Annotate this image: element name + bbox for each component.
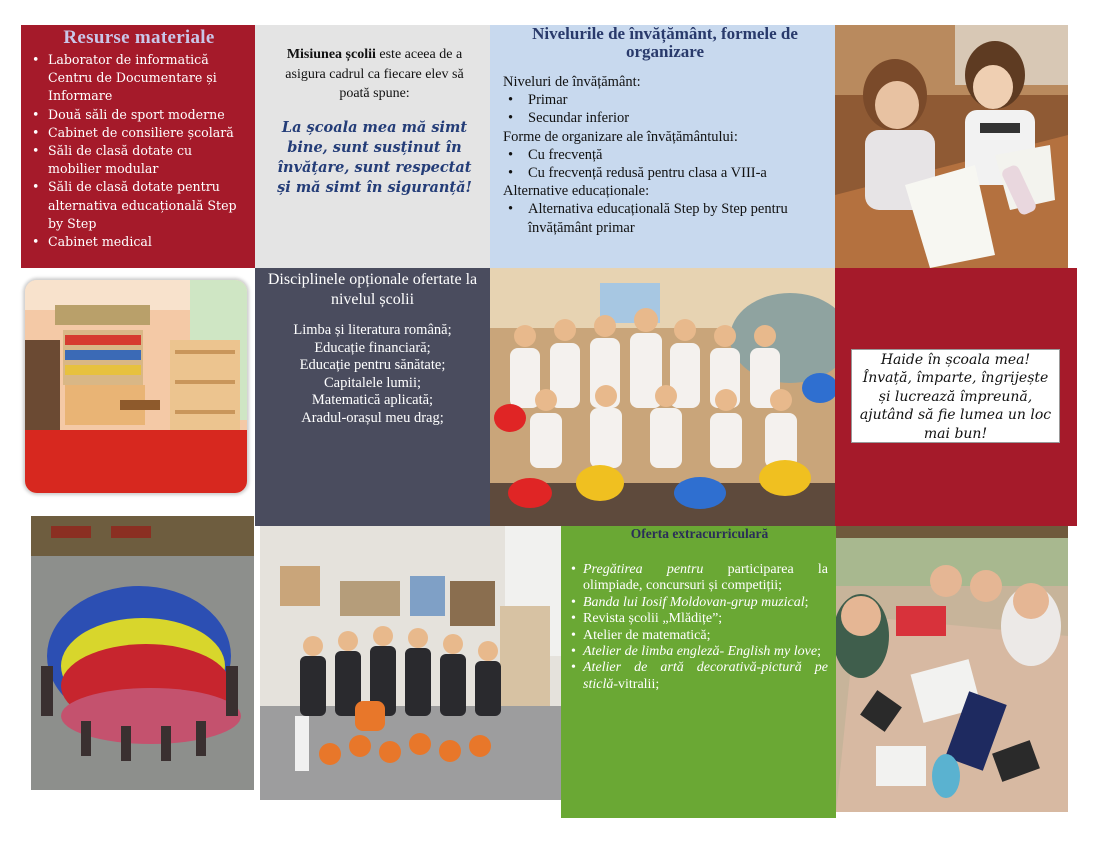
list-item: • Alternativa educațională Step by Step pentru învățământ primar bbox=[503, 200, 827, 236]
list-heading: Niveluri de învățământ: bbox=[503, 74, 641, 90]
list-item: • Cabinet medical bbox=[29, 233, 249, 251]
resources-title: Resurse materiale bbox=[63, 27, 215, 48]
list-item-text: -vitralii; bbox=[613, 676, 660, 692]
mission-lead bbox=[273, 45, 476, 104]
list-item bbox=[571, 595, 828, 611]
optional-subjects-panel bbox=[255, 268, 490, 526]
mission-panel bbox=[255, 25, 490, 268]
motto-text: Haide în școala mea! Învață, împarte, îngrijește și lucrează împreună, ajutând să fie lumea un loc mai bun! bbox=[851, 349, 1060, 443]
list-item bbox=[571, 628, 828, 644]
list-item: • Săli de clasă dotate pentru alternativa educațională Step by Step bbox=[29, 178, 249, 233]
list-item-italic: Atelier de limba engleză- English my love bbox=[583, 644, 818, 660]
list-item: Educație pentru sănătate; bbox=[299, 357, 446, 373]
list-item bbox=[571, 562, 828, 595]
list-heading: Alternative educaționale: bbox=[503, 183, 650, 200]
levels-title: Nivelurile de învățământ, formele de organizare bbox=[532, 25, 798, 61]
list-item: • Secundar inferior bbox=[503, 109, 827, 127]
photo-girls-costumes bbox=[490, 268, 835, 526]
list-item: Limba și literatura română; bbox=[293, 322, 452, 338]
list-item: • Cabinet de consiliere școlară bbox=[29, 124, 249, 142]
photo-parachute-group bbox=[31, 516, 254, 790]
list-item: • Cu frecvență bbox=[503, 146, 827, 164]
list-item: Matematică aplicată; bbox=[311, 392, 434, 408]
resources-list bbox=[29, 51, 249, 251]
levels-list bbox=[503, 73, 827, 237]
list-item-text: Revista școlii „Mlădițe”; bbox=[583, 611, 723, 627]
list-item bbox=[571, 660, 828, 693]
list-item: Aradul-orașul meu drag; bbox=[301, 409, 444, 426]
list-item: • Primar bbox=[503, 91, 827, 109]
list-heading: Forme de organizare ale învățământului: bbox=[503, 128, 738, 145]
list-item-text: Atelier de matematică; bbox=[583, 627, 711, 643]
extracurricular-panel bbox=[561, 526, 836, 818]
mission-lead-bold: Misiunea școlii bbox=[286, 47, 376, 62]
list-item: • Laborator de informatică Centru de Documentare și Informare bbox=[29, 51, 249, 106]
extracurricular-list bbox=[571, 562, 828, 693]
levels-panel bbox=[490, 25, 835, 268]
list-item-text: participarea la olimpiade, concursuri și competiții; bbox=[583, 562, 828, 594]
list-item bbox=[571, 644, 828, 660]
photo-kids-crafts bbox=[836, 526, 1068, 812]
photo-halloween-class bbox=[260, 526, 561, 800]
list-item-text: ; bbox=[804, 594, 809, 610]
list-item bbox=[571, 611, 828, 627]
mission-lead-text: este aceea de a asigura cadrul ca fiecare elev să poată spune: bbox=[285, 47, 464, 101]
list-item-italic: Pregătirea pentru bbox=[583, 562, 704, 577]
list-item: • Săli de clasă dotate cu mobilier modular bbox=[29, 142, 249, 178]
optional-subjects-title: Disciplinele opționale ofertate la nivelul școlii bbox=[267, 271, 478, 308]
list-item-text: ; bbox=[817, 644, 821, 660]
list-item: Educație financiară; bbox=[314, 339, 431, 356]
mission-motto: La școala mea mă simt bine, sunt susținut în învățare, sunt respectat și mă simt în siguranță! bbox=[277, 118, 472, 196]
list-item: Capitalele lumii; bbox=[323, 374, 422, 391]
list-item: • Două săli de sport moderne bbox=[29, 106, 249, 124]
list-item: • Cu frecvență redusă pentru clasa a VIII-a bbox=[503, 164, 827, 182]
extracurricular-title: Oferta extracurriculară bbox=[630, 526, 769, 541]
list-item-italic: Banda lui Iosif Moldovan-grup muzical bbox=[583, 594, 805, 610]
photo-students-writing bbox=[835, 25, 1068, 268]
resources-panel bbox=[21, 25, 255, 268]
list-item-italic: Atelier de artă decorativă-pictură pe sticlă bbox=[583, 660, 828, 692]
photo-library-room bbox=[25, 280, 247, 493]
